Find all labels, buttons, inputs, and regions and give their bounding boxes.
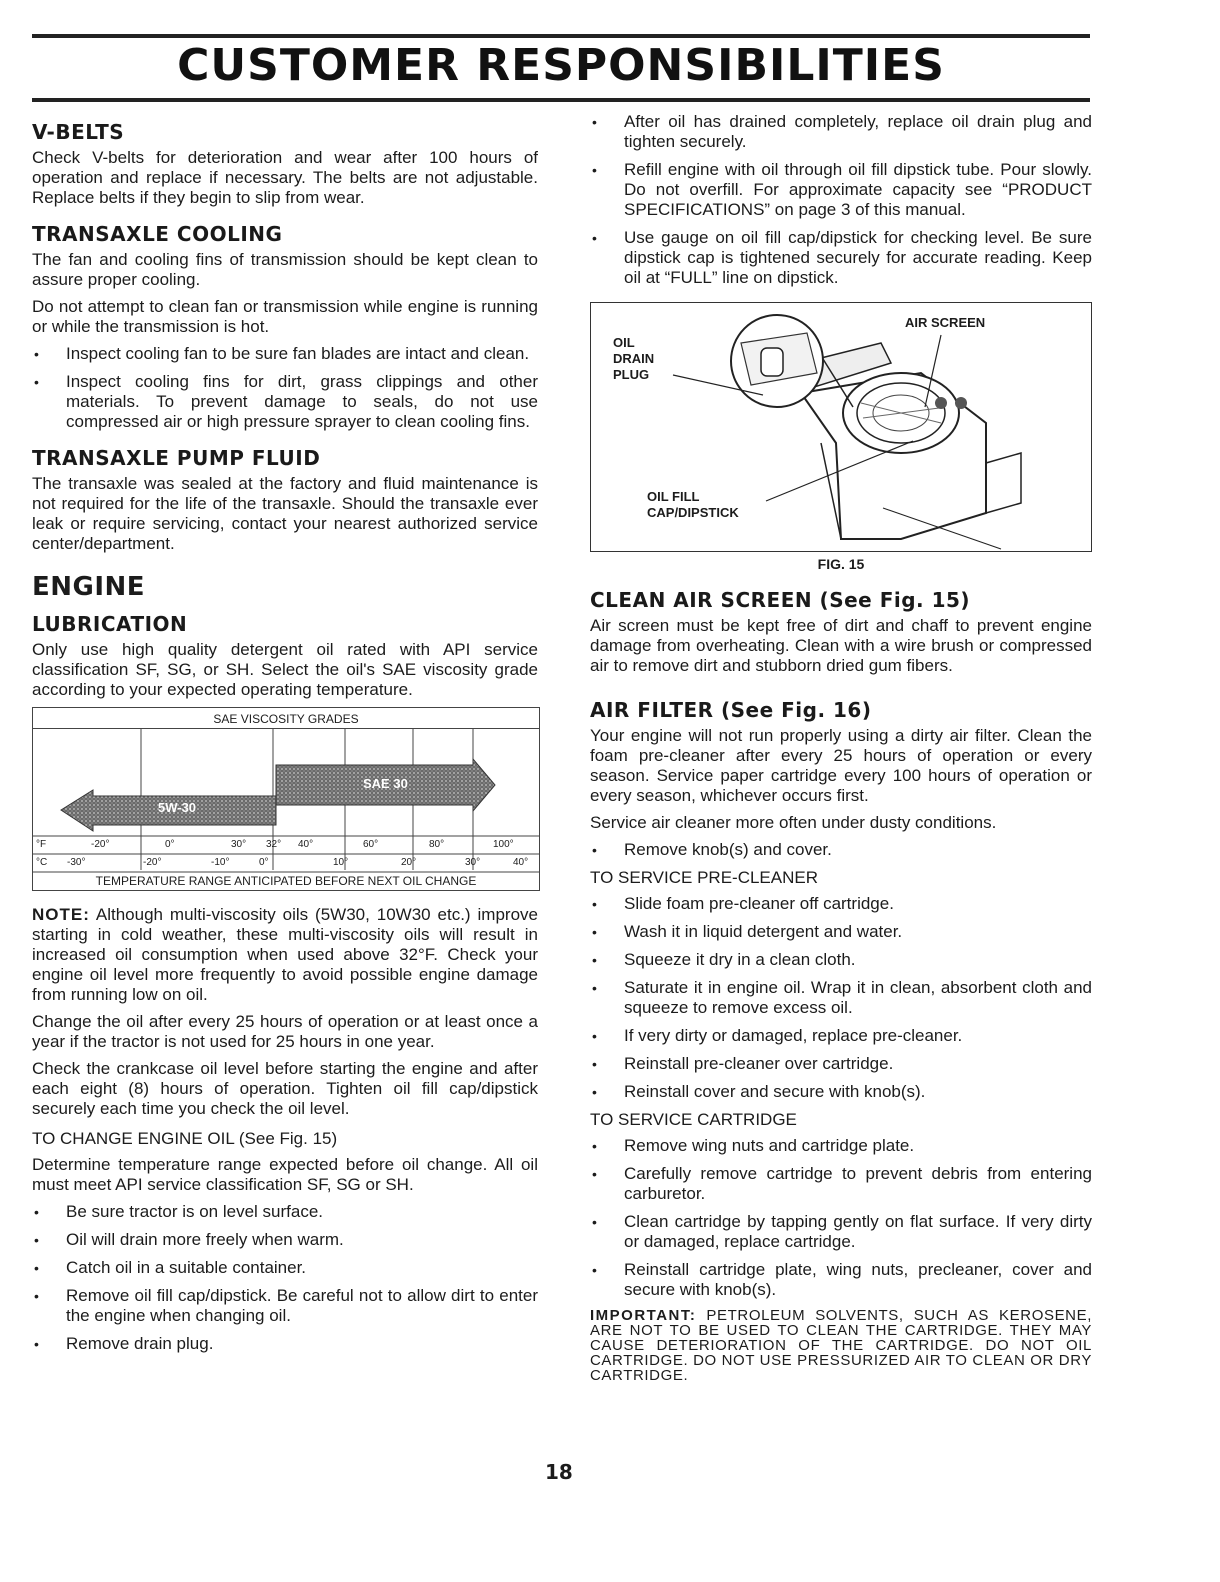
list-item: • Slide foam pre-cleaner off cartridge. bbox=[590, 894, 1092, 914]
f-tick: 32° bbox=[266, 839, 282, 850]
note-label: NOTE: bbox=[32, 905, 90, 924]
grade-5w30-label: 5W-30 bbox=[158, 800, 197, 815]
list-item: • Be sure tractor is on level surface. bbox=[32, 1202, 538, 1222]
important-notice bbox=[590, 1308, 1092, 1383]
check-oil-text: Check the crankcase oil level before starting the engine and after each eight (8) hours of operation. Tighten oil fill cap/dipstick securely each time you check the oil level. bbox=[32, 1059, 538, 1118]
important-label: IMPORTANT: bbox=[590, 1307, 697, 1324]
transaxle-pump-heading: TRANSAXLE PUMP FLUID bbox=[32, 446, 321, 470]
list-item: • Carefully remove cartridge to prevent debris from entering carburetor. bbox=[590, 1164, 1092, 1204]
c-tick: 40° bbox=[513, 857, 529, 868]
air-screen-text: Air screen must be kept free of dirt and chaff to prevent engine damage from overheating. Clean with a wire brush or compressed air to remove dirt and stubborn dried gum fibers. bbox=[590, 616, 1092, 675]
list-item: • Catch oil in a suitable container. bbox=[32, 1258, 538, 1278]
list-item: • Inspect cooling fins for dirt, grass clippings and other materials. To prevent damage to seals, do not use compressed air or high pressure sprayer to clean cooling fins. bbox=[32, 372, 538, 432]
air-screen-heading: CLEAN AIR SCREEN (See Fig. 15) bbox=[590, 588, 971, 612]
cartridge-heading: TO SERVICE CARTRIDGE bbox=[590, 1110, 797, 1129]
change-oil-heading: TO CHANGE ENGINE OIL (See Fig. 15) bbox=[32, 1129, 338, 1148]
list-item: • Squeeze it dry in a clean cloth. bbox=[590, 950, 1092, 970]
precleaner-heading: TO SERVICE PRE-CLEANER bbox=[590, 868, 818, 887]
engine-heading: ENGINE bbox=[32, 572, 146, 602]
list-item: • Remove wing nuts and cartridge plate. bbox=[590, 1136, 1092, 1156]
label-oil-fill: OIL FILL bbox=[647, 489, 700, 504]
f-tick: 0° bbox=[165, 839, 175, 850]
list-item: • Refill engine with oil through oil fill dipstick tube. Pour slowly. Do not overfill. For approximate capacity see “PRODUCT SPECIFICATIONS” on page 3 of this manual. bbox=[590, 160, 1092, 220]
remove-knobs-list bbox=[590, 840, 1092, 860]
precleaner-list bbox=[590, 894, 1092, 1102]
f-tick: 40° bbox=[298, 839, 314, 850]
label-drain: DRAIN bbox=[613, 351, 655, 366]
c-tick: -10° bbox=[211, 857, 230, 868]
change-oil-text: Change the oil after every 25 hours of operation or at least once a year if the tractor is not used for 25 hours in one year. bbox=[32, 1012, 538, 1051]
c-tick: 10° bbox=[333, 857, 349, 868]
left-column bbox=[32, 110, 538, 1362]
air-filter-heading: AIR FILTER (See Fig. 16) bbox=[590, 698, 872, 722]
list-item: • Use gauge on oil fill cap/dipstick for checking level. Be sure dipstick cap is tightened securely for accurate reading. Keep oil at “FULL” line on dipstick. bbox=[590, 228, 1092, 288]
page-number: 18 bbox=[545, 1460, 573, 1484]
label-cap-dipstick: CAP/DIPSTICK bbox=[647, 505, 739, 520]
list-item: • Saturate it in engine oil. Wrap it in clean, absorbent cloth and squeeze to remove excess oil. bbox=[590, 978, 1092, 1018]
list-item: • Clean cartridge by tapping gently on flat surface. If very dirty or damaged, replace cartridge. bbox=[590, 1212, 1092, 1252]
cartridge-list bbox=[590, 1136, 1092, 1300]
label-plug: PLUG bbox=[613, 367, 650, 382]
transaxle-cooling-p2: Do not attempt to clean fan or transmission while engine is running or while the transmission is hot. bbox=[32, 297, 538, 336]
page-title: CUSTOMER RESPONSIBILITIES bbox=[177, 40, 945, 91]
important-text: PETROLEUM SOLVENTS, SUCH AS KEROSENE, ARE NOT TO BE USED TO CLEAN THE CARTRIDGE. THEY MAY CAUSE DETERIORATION OF THE CARTRIDGE. DO NOT OIL CARTRIDGE. DO NOT USE PRESSURIZED AIR TO CLEAN OR DRY CARTRIDGE. bbox=[590, 1307, 1092, 1384]
figure-15-caption: FIG. 15 bbox=[817, 556, 865, 572]
c-tick: -20° bbox=[143, 857, 162, 868]
list-item: • Remove oil fill cap/dipstick. Be careful not to allow dirt to enter the engine when changing oil. bbox=[32, 1286, 538, 1326]
list-item: • After oil has drained completely, replace oil drain plug and tighten securely. bbox=[590, 112, 1092, 152]
f-unit: °F bbox=[36, 839, 47, 850]
air-filter-text: Your engine will not run properly using a dirty air filter. Clean the foam pre-cleaner after every 25 hours of operation or every season. Service paper cartridge every 100 hours of operation or every season, whichever occurs first. bbox=[590, 726, 1092, 805]
list-item: • Wash it in liquid detergent and water. bbox=[590, 922, 1092, 942]
sae-chart-footer: TEMPERATURE RANGE ANTICIPATED BEFORE NEXT OIL CHANGE bbox=[95, 874, 477, 888]
sae-grades-graphic bbox=[33, 708, 539, 890]
f-tick: 60° bbox=[363, 839, 379, 850]
grade-sae30-label: SAE 30 bbox=[363, 776, 408, 791]
lubrication-heading: LUBRICATION bbox=[32, 612, 188, 636]
lubrication-text: Only use high quality detergent oil rated with API service classification SF, SG, or SH. Select the oil's SAE viscosity grade according to your expected operating temperature. bbox=[32, 640, 538, 699]
transaxle-cooling-list bbox=[32, 344, 538, 432]
transaxle-cooling-heading: TRANSAXLE COOLING bbox=[32, 222, 283, 246]
list-item: • Oil will drain more freely when warm. bbox=[32, 1230, 538, 1250]
note-text: Although multi-viscosity oils (5W30, 10W30 etc.) improve starting in cold weather, these multi-viscosity oils will result in increased oil consumption when used above 32°F. Check your engine oil level more frequently to avoid possible engine damage from running low on oil. bbox=[32, 905, 538, 1004]
list-item: • Remove knob(s) and cover. bbox=[590, 840, 1092, 860]
label-air-screen: AIR SCREEN bbox=[905, 315, 986, 330]
transaxle-cooling-p1: The fan and cooling fins of transmission should be kept clean to assure proper cooling. bbox=[32, 250, 538, 289]
list-item: • Remove drain plug. bbox=[32, 1334, 538, 1354]
list-item: • Reinstall pre-cleaner over cartridge. bbox=[590, 1054, 1092, 1074]
list-item: • Reinstall cover and secure with knob(s). bbox=[590, 1082, 1092, 1102]
figure-15 bbox=[590, 302, 1092, 552]
note-paragraph bbox=[32, 905, 538, 1005]
c-tick: -30° bbox=[67, 857, 86, 868]
title-rule-bottom bbox=[32, 98, 1090, 102]
list-item: • Reinstall cartridge plate, wing nuts, precleaner, cover and secure with knob(s). bbox=[590, 1260, 1092, 1300]
c-tick: 30° bbox=[465, 857, 481, 868]
determine-text: Determine temperature range expected before oil change. All oil must meet API service classification SF, SG or SH. bbox=[32, 1155, 538, 1194]
transaxle-pump-text: The transaxle was sealed at the factory and fluid maintenance is not required for the life of the transaxle. Should the transaxle ever leak or require servicing, contact your nearest authorized service center/department. bbox=[32, 474, 538, 553]
sae-viscosity-chart bbox=[32, 707, 540, 891]
f-tick: 100° bbox=[493, 839, 514, 850]
change-oil-list bbox=[32, 1202, 538, 1354]
c-tick: 0° bbox=[259, 857, 269, 868]
right-column bbox=[590, 112, 1092, 1390]
list-item: • If very dirty or damaged, replace pre-cleaner. bbox=[590, 1026, 1092, 1046]
label-oil: OIL bbox=[613, 335, 635, 350]
f-tick: 30° bbox=[231, 839, 247, 850]
oil-list bbox=[590, 112, 1092, 288]
f-tick: 80° bbox=[429, 839, 445, 850]
sae-chart-title: SAE VISCOSITY GRADES bbox=[213, 712, 359, 726]
service-dusty-text: Service air cleaner more often under dusty conditions. bbox=[590, 813, 997, 832]
c-unit: °C bbox=[36, 857, 48, 868]
vbelts-text: Check V-belts for deterioration and wear after 100 hours of operation and replace if necessary. The belts are not adjustable. Replace belts if they begin to slip from wear. bbox=[32, 148, 538, 207]
vbelts-heading: V-BELTS bbox=[32, 120, 125, 144]
list-item: • Inspect cooling fan to be sure fan blades are intact and clean. bbox=[32, 344, 538, 364]
c-tick: 20° bbox=[401, 857, 417, 868]
f-tick: -20° bbox=[91, 839, 110, 850]
